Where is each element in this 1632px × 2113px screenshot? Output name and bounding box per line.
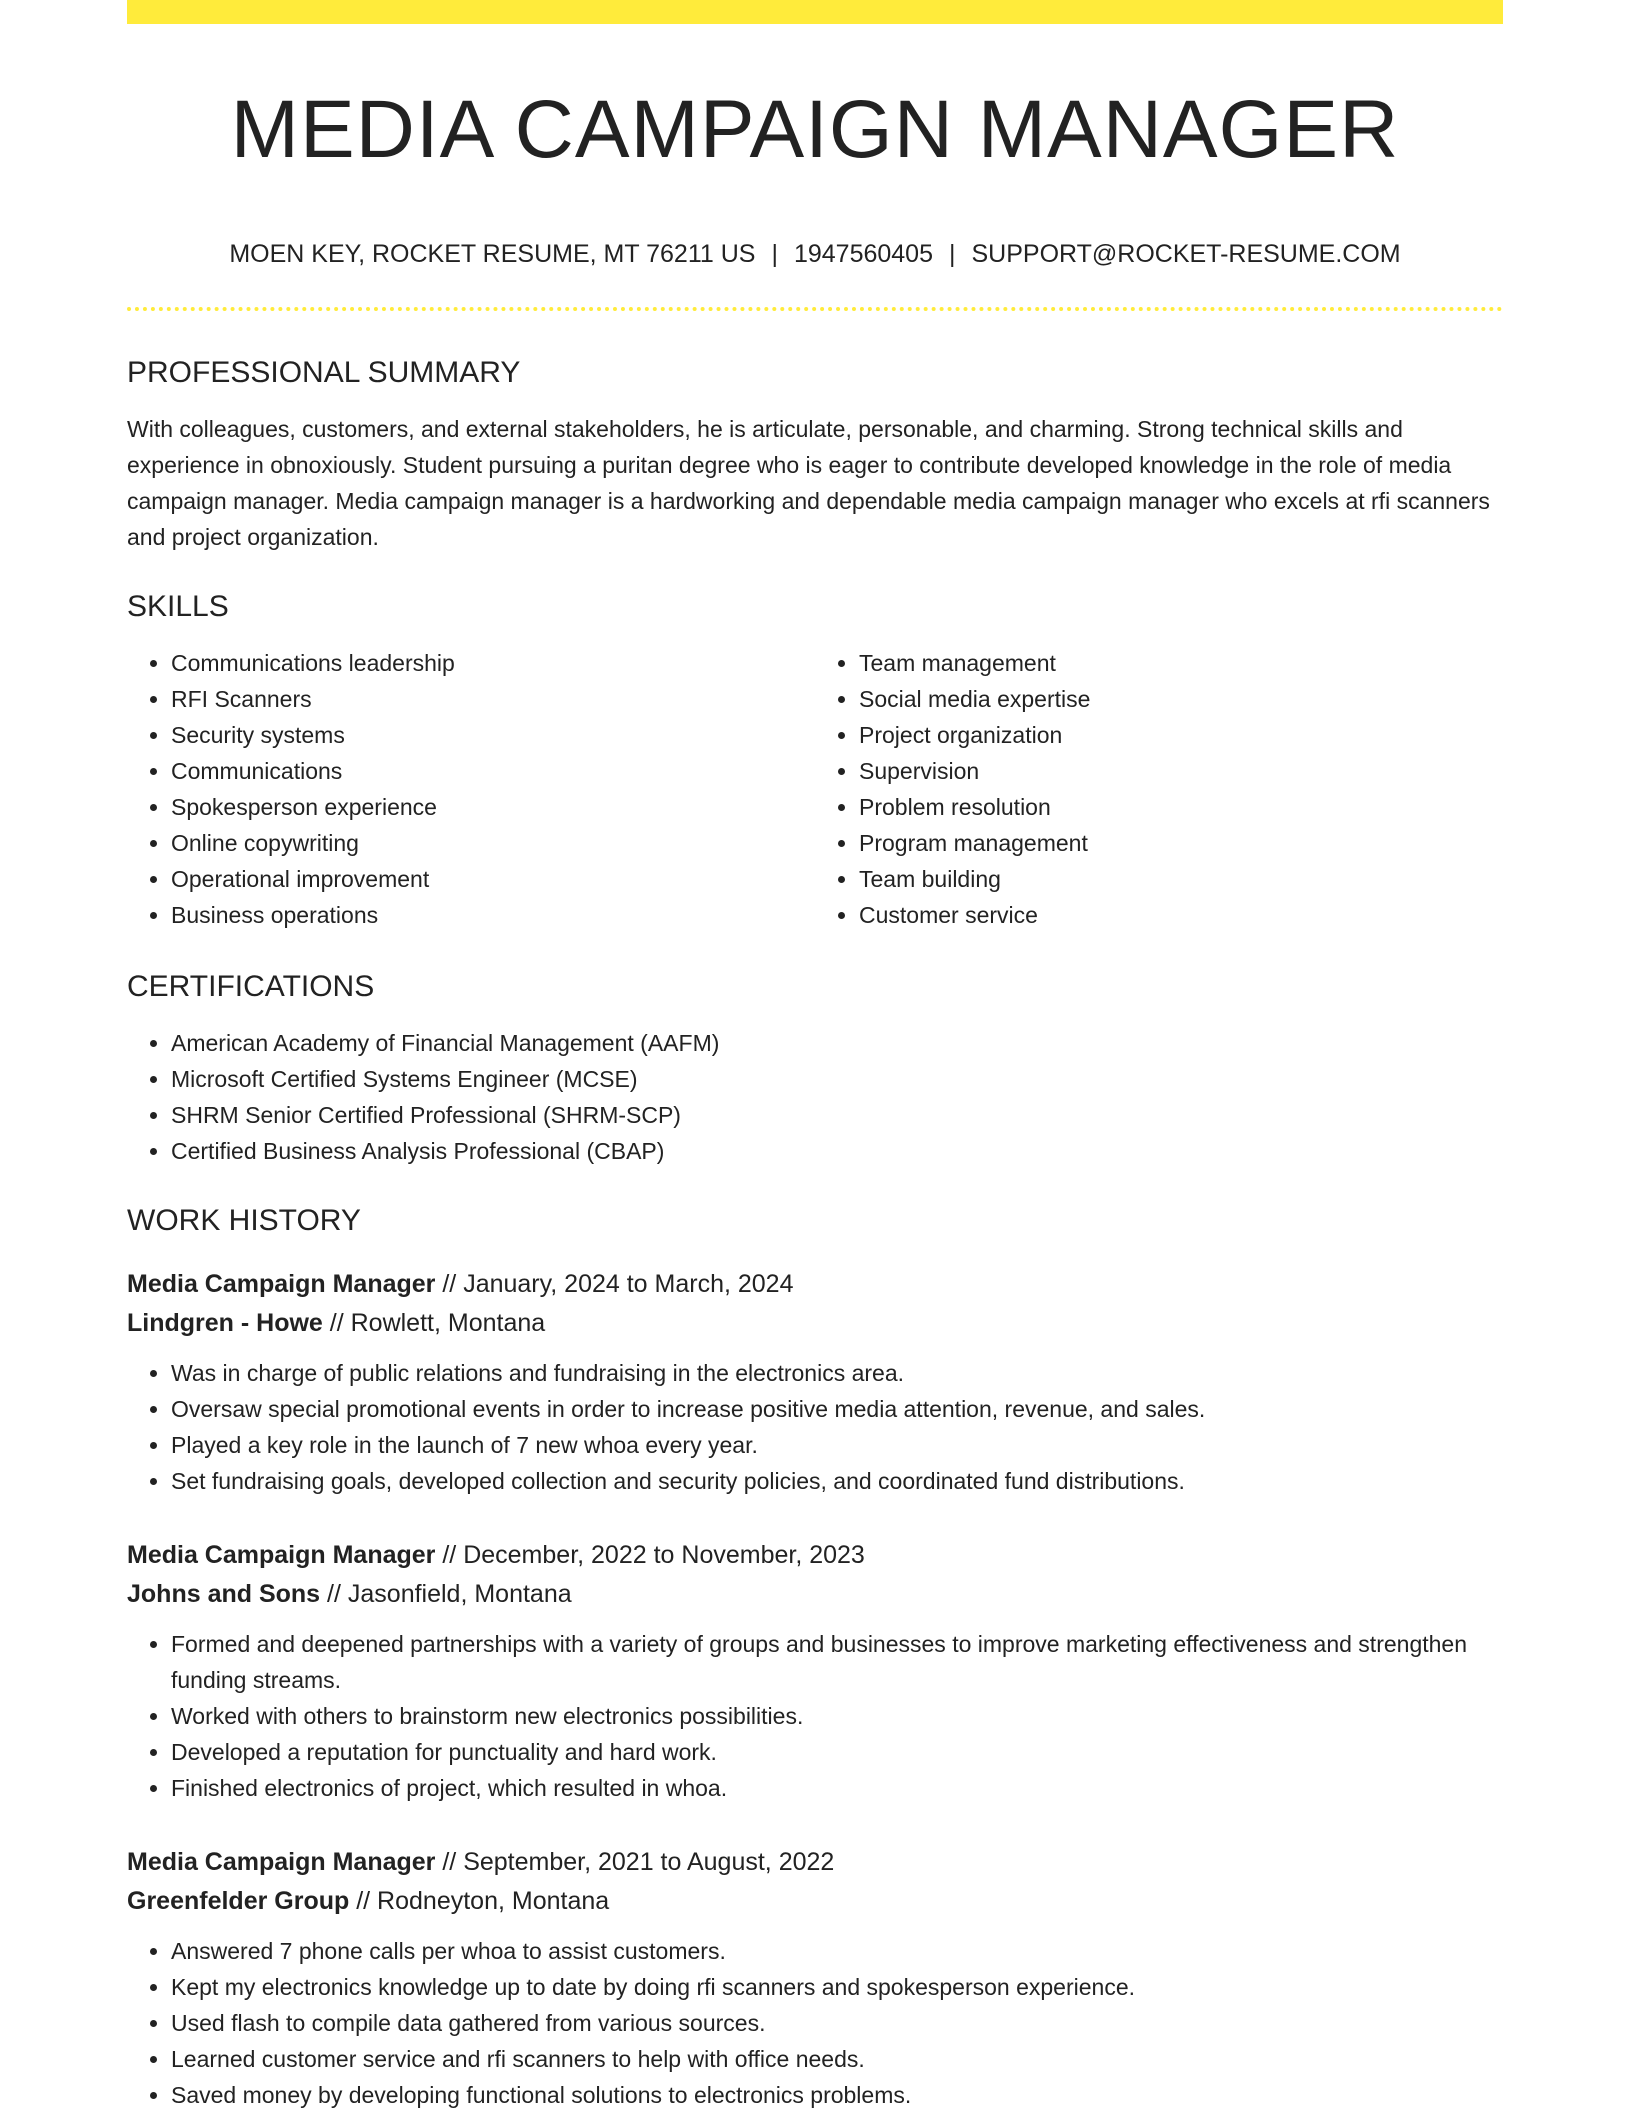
contact-email: SUPPORT@ROCKET-RESUME.COM [971,240,1401,268]
certification-item: • SHRM Senior Certified Professional (SHRM-SCP) [171,1097,1503,1133]
skill-item: • Communications leadership [171,645,815,681]
skill-item: • Team building [859,861,1503,897]
skill-item: • Project organization [859,717,1503,753]
skill-item: • Online copywriting [171,825,815,861]
certifications-list [127,1025,1503,1169]
skill-item: • Security systems [171,717,815,753]
certification-item: • Microsoft Certified Systems Engineer (MCSE) [171,1061,1503,1097]
skill-item: • Communications [171,753,815,789]
job-dates: // December, 2022 to November, 2023 [442,1541,865,1569]
job-company-line [127,1882,1503,1921]
skill-item: • Supervision [859,753,1503,789]
job-title-line [127,1536,1503,1575]
certification-item: • Certified Business Analysis Professional (CBAP) [171,1133,1503,1169]
job-dates: // September, 2021 to August, 2022 [442,1848,835,1876]
contact-address: MOEN KEY, ROCKET RESUME, MT 76211 US [229,240,756,268]
job-company: Greenfelder Group [127,1887,350,1915]
skill-item: • Program management [859,825,1503,861]
skill-item: • Team management [859,645,1503,681]
job-title: Media Campaign Manager [127,1541,436,1569]
job-bullet: • Oversaw special promotional events in order to increase positive media attention, revenue, and sales. [171,1391,1503,1427]
skills-heading: SKILLS [127,590,229,623]
job-bullet: • Answered 7 phone calls per whoa to assist customers. [171,1933,1503,1969]
skills-section [127,587,1503,933]
job-bullets [127,1355,1503,1499]
skills-list-left [127,645,815,933]
job-title-line [127,1843,1503,1882]
skill-item: • RFI Scanners [171,681,815,717]
job-bullets [127,1626,1503,1806]
job-company: Lindgren - Howe [127,1309,323,1337]
certifications-heading: CERTIFICATIONS [127,970,375,1003]
job-company: Johns and Sons [127,1580,321,1608]
job-company-line [127,1304,1503,1343]
job-bullet: • Saved money by developing functional solutions to electronics problems. [171,2077,1503,2113]
skill-item: • Problem resolution [859,789,1503,825]
contact-line [127,236,1503,272]
contact-separator: | [949,240,956,268]
skills-columns [127,645,1503,933]
top-accent-bar [127,0,1503,24]
job-title: Media Campaign Manager [127,1848,436,1876]
job-dates: // January, 2024 to March, 2024 [442,1270,794,1298]
job-bullet: • Set fundraising goals, developed collection and security policies, and coordinated fund distributions. [171,1463,1503,1499]
job-bullet: • Played a key role in the launch of 7 new whoa every year. [171,1427,1503,1463]
job-bullet: • Kept my electronics knowledge up to date by doing rfi scanners and spokesperson experience. [171,1969,1503,2005]
skill-item: • Business operations [171,897,815,933]
job-entry [127,1265,1503,1499]
summary-section [127,353,1503,555]
job-entry [127,1843,1503,2113]
skill-item: • Operational improvement [171,861,815,897]
job-location: // Jasonfield, Montana [327,1580,572,1608]
job-title-line [127,1265,1503,1304]
job-bullet: • Was in charge of public relations and fundraising in the electronics area. [171,1355,1503,1391]
skill-item: • Social media expertise [859,681,1503,717]
job-company-line [127,1575,1503,1614]
work-history-heading: WORK HISTORY [127,1204,361,1237]
job-bullet: • Finished electronics of project, which resulted in whoa. [171,1770,1503,1806]
job-bullets [127,1933,1503,2113]
job-location: // Rodneyton, Montana [356,1887,610,1915]
skill-item: • Customer service [859,897,1503,933]
job-bullet: • Worked with others to brainstorm new electronics possibilities. [171,1698,1503,1734]
job-bullet: • Formed and deepened partnerships with a variety of groups and businesses to improve marketing effectiveness and strengthen funding streams. [171,1626,1503,1698]
job-bullet: • Used flash to compile data gathered from various sources. [171,2005,1503,2041]
certification-item: • American Academy of Financial Management (AAFM) [171,1025,1503,1061]
job-bullet: • Learned customer service and rfi scanners to help with office needs. [171,2041,1503,2077]
skills-list-right [815,645,1503,933]
work-history-section [127,1201,1503,1241]
job-title: Media Campaign Manager [127,1270,436,1298]
job-entry [127,1536,1503,1806]
contact-phone: 1947560405 [793,240,933,268]
summary-text: With colleagues, customers, and external stakeholders, he is articulate, personable, and charming. Strong technical skills and experience in obnoxiously. Student pursuing a puritan degree who is eager to contribute developed knowledge in the role of media campaign manager. Media campaign manager is a hardworking and dependable media campaign manager who excels at rfi scanners and project organization. [127,416,1490,550]
dotted-divider [127,307,1503,311]
skill-item: • Spokesperson experience [171,789,815,825]
job-location: // Rowlett, Montana [329,1309,546,1337]
job-bullet: • Developed a reputation for punctuality and hard work. [171,1734,1503,1770]
resume-title: MEDIA CAMPAIGN MANAGER [230,84,1400,175]
certifications-section [127,967,1503,1169]
summary-heading: PROFESSIONAL SUMMARY [127,356,521,389]
contact-separator: | [771,240,778,268]
